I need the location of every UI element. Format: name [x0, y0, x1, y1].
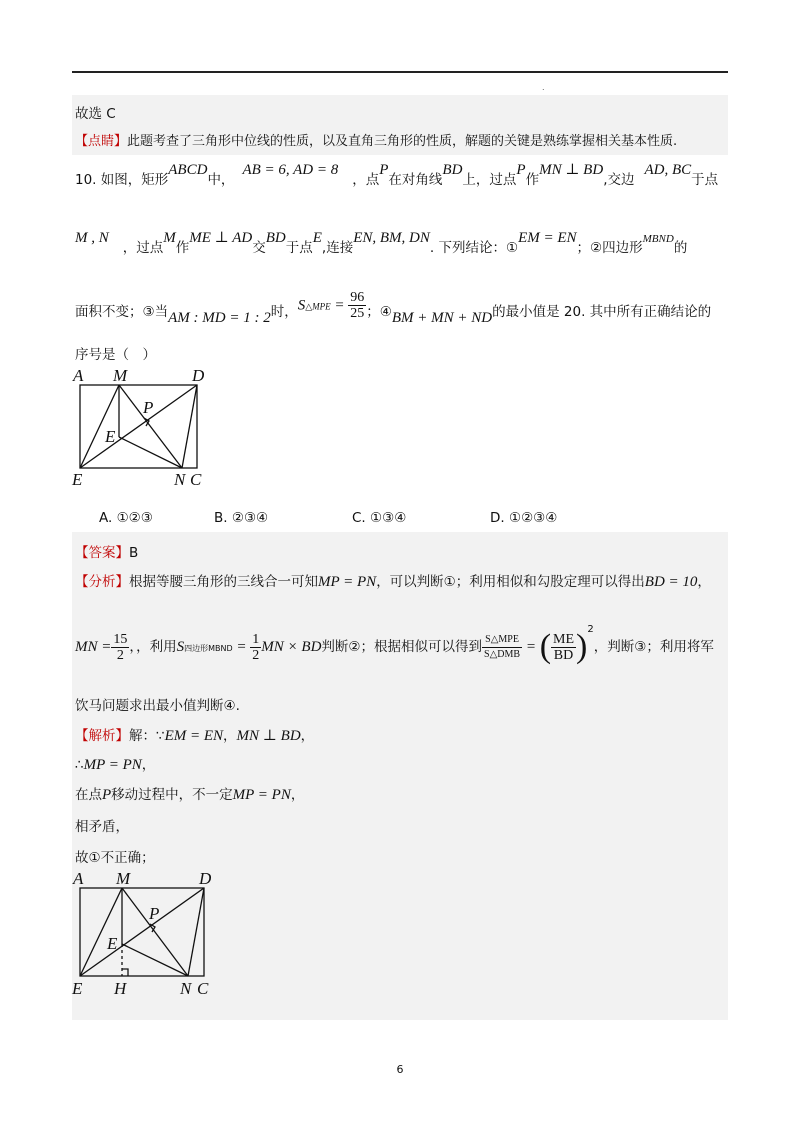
exponent: 2 — [587, 623, 594, 635]
geometry-figure-2 — [70, 868, 230, 1000]
q10-math: AB = 6, AD = 8 — [242, 162, 339, 178]
q10-text: 上，过点 — [462, 172, 517, 188]
solution-math: MN ⊥ BD — [236, 728, 301, 744]
fraction-15-2 — [111, 632, 129, 663]
q10-math: ABCD — [168, 162, 208, 178]
solution-text: ， — [141, 757, 156, 773]
fraction-num: 15 — [113, 631, 128, 647]
q10-math: P — [379, 162, 389, 178]
label-D: D — [199, 869, 212, 888]
q10-text: 于点 — [691, 172, 719, 188]
q10-text: 于点 — [285, 240, 313, 256]
q10-math: EM = EN — [518, 230, 577, 246]
analysis-math: MN = — [75, 639, 112, 655]
q10-text: ；④ — [366, 303, 392, 320]
q10-text: ,交边 — [603, 172, 635, 188]
analysis-math: MN × BD — [261, 639, 322, 655]
analysis-math-sub: 四边形MBND — [184, 644, 233, 653]
analysis-line3 — [75, 694, 240, 714]
conclusion-text: 故选 C — [75, 106, 116, 122]
label-C: C — [190, 470, 202, 489]
q10-text: 在对角线 — [388, 172, 443, 188]
q10-math: MN ⊥ BD — [539, 162, 604, 178]
analysis-text: ， — [697, 574, 711, 590]
analysis-math: BD = 10 — [644, 574, 698, 590]
comment-text: 此题考查了三角形中位线的性质，以及直角三角形的性质，解题的关键是熟练掌握相关基本性质. — [127, 134, 678, 149]
q10-math: ME ⊥ AD — [189, 230, 253, 246]
fraction-area-ratio — [482, 633, 522, 662]
q10-math: S — [297, 297, 306, 314]
solution-text: ∴ — [75, 757, 84, 773]
fraction-den: BD — [553, 647, 574, 663]
solution-math: MP = PN — [232, 787, 291, 803]
analysis-tag: 【分析】 — [75, 574, 129, 590]
solution-text: 解：∵ — [129, 728, 165, 744]
q10-text: 时， — [270, 303, 298, 320]
q10-text: 的 — [673, 240, 688, 256]
fraction-num: S△MPE — [482, 633, 522, 648]
answer-line — [75, 541, 138, 561]
q10-text: 序号是（ ） — [75, 347, 156, 363]
q10-math: P — [516, 162, 526, 178]
q10-math: AD, BC — [644, 162, 692, 178]
solution-math: MP = PN — [83, 757, 142, 773]
q10-math: E — [312, 230, 322, 246]
comment-line — [75, 130, 677, 149]
q10-text: 10. 如图，矩形 — [75, 172, 169, 188]
q10-line1 — [75, 162, 719, 189]
q10-text: 的最小值是 20. 其中所有正确结论的 — [492, 303, 712, 320]
fraction-den: 25 — [350, 306, 365, 321]
solution-text: ， — [290, 787, 305, 803]
solution-text: 故①不正确； — [75, 850, 155, 866]
option-a[interactable]: A. ①②③ — [99, 510, 153, 526]
analysis-math: MP = PN — [318, 574, 377, 590]
q10-math: BD — [265, 230, 286, 246]
fraction-num: 96 — [350, 290, 365, 305]
solution-text: ， — [223, 728, 237, 744]
label-D: D — [192, 366, 205, 385]
label-E: E — [105, 427, 116, 446]
analysis-math: = — [522, 639, 540, 655]
label-C: C — [197, 979, 209, 998]
fraction-den: 2 — [116, 647, 124, 663]
q10-math: BD — [442, 162, 463, 178]
fraction-den: 2 — [252, 647, 260, 663]
solution-math: EM = EN — [164, 728, 224, 744]
conclusion-line — [75, 102, 116, 122]
solution-text: ， — [300, 728, 315, 744]
label-M: M — [113, 366, 128, 385]
fraction-num: 1 — [252, 631, 260, 647]
label-A: A — [73, 869, 84, 888]
analysis-math: = — [232, 639, 251, 655]
q10-math: EN, BM, DN — [353, 230, 430, 246]
header-rule — [72, 71, 728, 73]
analysis-text: 饮马问题求出最小值判断④. — [75, 698, 240, 714]
fraction-96-25 — [348, 290, 366, 321]
label-P: P — [143, 398, 154, 417]
q10-text: 交 — [252, 240, 266, 256]
q10-math: BM + MN + ND — [391, 309, 493, 326]
comment-tag: 【点睛】 — [75, 134, 128, 149]
q10-text: ,连接 — [321, 240, 354, 256]
option-c[interactable]: C. ①③④ — [352, 510, 407, 526]
paren-left: ( — [539, 628, 552, 665]
label-E-corner: E — [72, 979, 83, 998]
analysis-text: ，，利用 — [129, 639, 177, 655]
solution-text: 相矛盾， — [75, 819, 129, 835]
q10-line3 — [75, 290, 712, 326]
q10-math: M — [163, 230, 176, 246]
label-N: N — [174, 470, 186, 489]
fraction-num: ME — [553, 631, 575, 647]
answer-tag: 【答案】 — [75, 545, 129, 561]
solution-line2 — [75, 753, 155, 774]
label-M: M — [116, 869, 131, 888]
q10-text: ，点 — [352, 172, 380, 188]
solution-text: 移动过程中，不一定 — [111, 787, 233, 803]
q10-line4 — [75, 343, 156, 363]
q10-math: AM : MD = 1 : 2 — [168, 309, 271, 326]
fraction-1-2 — [250, 632, 261, 663]
q10-text: 中， — [207, 172, 235, 188]
q10-text: 作 — [175, 240, 190, 256]
analysis-text: ，判断③；利用将军 — [593, 639, 714, 655]
label-E-corner: E — [72, 470, 83, 489]
q10-text: 作 — [525, 172, 540, 188]
page-number: 6 — [396, 1063, 404, 1076]
q10-text: 面积不变；③当 — [75, 303, 169, 320]
analysis-line2 — [75, 623, 714, 666]
solution-text: 在点 — [75, 787, 102, 803]
label-H: H — [114, 979, 127, 998]
analysis-line1 — [75, 570, 711, 591]
q10-math: M , N — [75, 230, 109, 246]
label-E: E — [107, 934, 118, 953]
answer-value: B — [129, 545, 139, 561]
q10-math-sub: △MPE — [305, 301, 331, 312]
q10-line2 — [75, 230, 688, 257]
solution-line3 — [75, 783, 304, 804]
q10-math: = — [330, 297, 349, 314]
analysis-text: 根据等腰三角形的三线合一可知 — [129, 574, 318, 590]
analysis-text: 判断②；根据相似可以得到 — [321, 639, 483, 655]
analysis-text: ，可以判断①；利用相似和勾股定理可以得出 — [376, 574, 645, 590]
header-dot: . — [542, 83, 545, 92]
q10-text: ，过点 — [122, 240, 164, 256]
solution-line1 — [75, 724, 314, 745]
solution-tag: 【解析】 — [75, 728, 129, 744]
label-A: A — [73, 366, 84, 385]
solution-line4 — [75, 815, 129, 835]
fraction-me-bd — [551, 632, 576, 663]
geometry-figure-1 — [70, 365, 220, 490]
solution-math: P — [102, 787, 112, 803]
paren-right: ) — [576, 628, 588, 665]
label-N: N — [180, 979, 192, 998]
solution-line5 — [75, 846, 155, 866]
q10-text: ；②四边形 — [576, 240, 643, 256]
option-d[interactable]: D. ①②③④ — [490, 510, 558, 526]
analysis-math: S — [176, 639, 185, 655]
q10-math: MBND — [642, 233, 674, 245]
fraction-den: S△DMB — [484, 648, 521, 660]
label-P: P — [149, 904, 160, 923]
q10-text: . 下列结论：① — [429, 240, 519, 256]
option-b[interactable]: B. ②③④ — [214, 510, 269, 526]
